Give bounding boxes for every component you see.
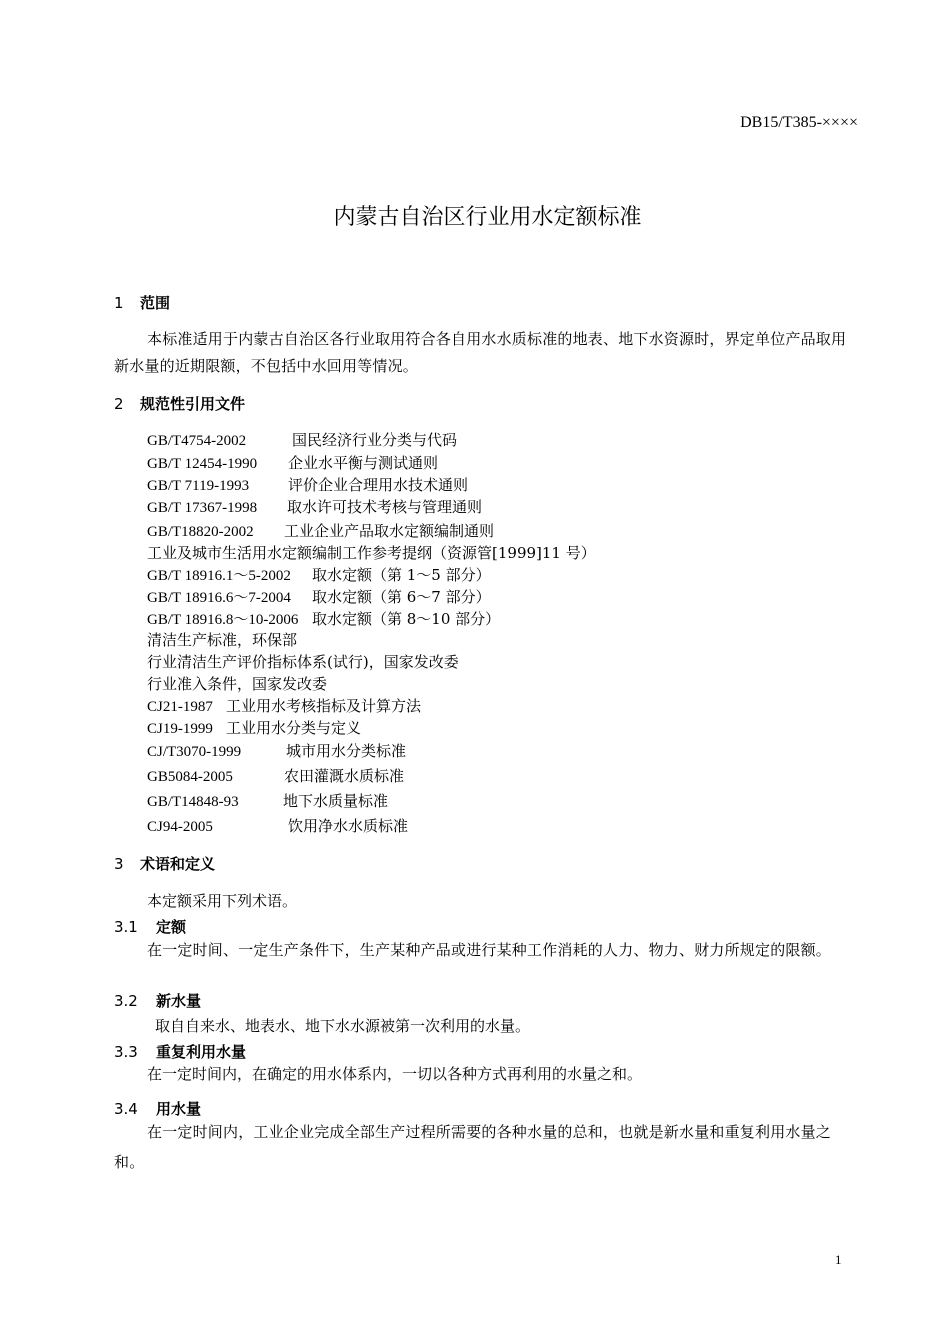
page-number: 1: [835, 1252, 842, 1267]
reference-item: [147, 629, 297, 650]
reference-title: 取水许可技术考核与管理通则: [287, 498, 483, 516]
reference-item: [147, 542, 596, 563]
term-3-4-definition: 在一定时间内，工业企业完成全部生产过程所需要的各种水量的总和，也就是新水量和重复利用水量之和。: [114, 1123, 832, 1171]
reference-item: [147, 815, 408, 836]
reference-title: 评价企业合理用水技术通则: [288, 476, 469, 494]
reference-code: CJ19-1999: [147, 721, 213, 737]
term-number: 3.2: [114, 992, 138, 1010]
reference-item: [147, 651, 459, 672]
reference-code: CJ/T3070-1999: [147, 744, 242, 760]
reference-item: [147, 717, 361, 738]
reference-item: [147, 608, 500, 629]
reference-code: GB/T 18916.1～5-2002: [147, 568, 291, 584]
reference-title: 行业清洁生产评价指标体系(试行)，国家发改委: [147, 653, 459, 671]
reference-code: GB/T 18916.8～10-2006: [147, 612, 299, 628]
reference-title: 行业准入条件，国家发改委: [147, 675, 328, 693]
reference-code: GB/T14848-93: [147, 794, 239, 810]
document-code: DB15/T385-××××: [740, 114, 858, 131]
term-name: 定额: [156, 918, 187, 936]
reference-code: CJ94-2005: [147, 819, 213, 835]
term-number: 3.4: [114, 1100, 138, 1118]
reference-item: [147, 740, 406, 761]
section-number: 2: [114, 395, 124, 413]
section-title: 范围: [140, 294, 171, 312]
section-title: 术语和定义: [140, 855, 216, 873]
term-name: 重复利用水量: [156, 1043, 247, 1061]
section-number: 3: [114, 855, 124, 873]
section-1-text: 本标准适用于内蒙古自治区各行业取用符合各自用水水质标准的地表、地下水资源时，界定单位产品取用新水量的近期限额，不包括中水回用等情况。: [114, 330, 847, 375]
reference-title: 农田灌溉水质标准: [284, 767, 405, 785]
reference-code: GB/T 12454-1990: [147, 456, 258, 472]
reference-title: 企业水平衡与测试通则: [288, 454, 439, 472]
reference-code: GB/T 17367-1998: [147, 500, 258, 516]
reference-title: 取水定额（第 1～5 部分）: [312, 566, 491, 584]
reference-item: [147, 429, 457, 450]
reference-item: [147, 765, 404, 786]
reference-item: [147, 520, 494, 541]
reference-title: 城市用水分类标准: [286, 742, 407, 760]
term-3-2-heading: [114, 990, 201, 1011]
document-title: 内蒙古自治区行业用水定额标准: [333, 205, 642, 230]
term-name: 用水量: [156, 1100, 202, 1118]
reference-code: GB/T 7119-1993: [147, 478, 250, 494]
reference-title: 地下水质量标准: [283, 792, 389, 810]
section-3-intro: 本定额采用下列术语。: [147, 892, 298, 910]
term-number: 3.1: [114, 918, 138, 936]
reference-item: [147, 586, 491, 607]
term-3-4-heading: [114, 1098, 201, 1119]
reference-title: 工业企业产品取水定额编制通则: [284, 522, 495, 540]
reference-item: [147, 790, 388, 811]
term-3-3-definition: 在一定时间内，在确定的用水体系内，一切以各种方式再利用的水量之和。: [147, 1065, 643, 1083]
section-number: 1: [114, 294, 124, 312]
reference-title: 取水定额（第 8～10 部分）: [312, 610, 501, 628]
reference-title: 饮用净水水质标准: [288, 817, 409, 835]
reference-title: 清洁生产标准，环保部: [147, 631, 298, 649]
reference-code: GB/T4754-2002: [147, 433, 247, 449]
reference-code: GB/T 18916.6～7-2004: [147, 590, 291, 606]
section-3-heading: [114, 853, 215, 874]
term-3-2-definition: 取自自来水、地表水、地下水水源被第一次利用的水量。: [155, 1017, 531, 1035]
reference-item: [147, 564, 491, 585]
reference-code: CJ21-1987: [147, 699, 213, 715]
reference-item: [147, 496, 482, 517]
term-name: 新水量: [156, 992, 202, 1010]
reference-title: 国民经济行业分类与代码: [292, 431, 458, 449]
reference-title: 工业用水考核指标及计算方法: [226, 697, 422, 715]
reference-item: [147, 474, 468, 495]
term-3-1-definition: 在一定时间、一定生产条件下，生产某种产品或进行某种工作消耗的人力、物力、财力所规定的限额。: [147, 941, 832, 959]
reference-title: 工业用水分类与定义: [226, 719, 362, 737]
reference-code: GB/T18820-2002: [147, 524, 254, 540]
reference-title: 取水定额（第 6～7 部分）: [312, 588, 491, 606]
section-1-heading: [114, 292, 170, 313]
reference-code: GB5084-2005: [147, 769, 233, 785]
reference-title: 工业及城市生活用水定额编制工作参考提纲（资源管[1999]11 号）: [147, 544, 596, 562]
section-title: 规范性引用文件: [140, 395, 246, 413]
reference-item: [147, 673, 327, 694]
term-3-1-heading: [114, 916, 186, 937]
term-number: 3.3: [114, 1043, 138, 1061]
reference-item: [147, 452, 438, 473]
reference-item: [147, 695, 421, 716]
term-3-3-heading: [114, 1041, 246, 1062]
section-2-heading: [114, 393, 245, 414]
